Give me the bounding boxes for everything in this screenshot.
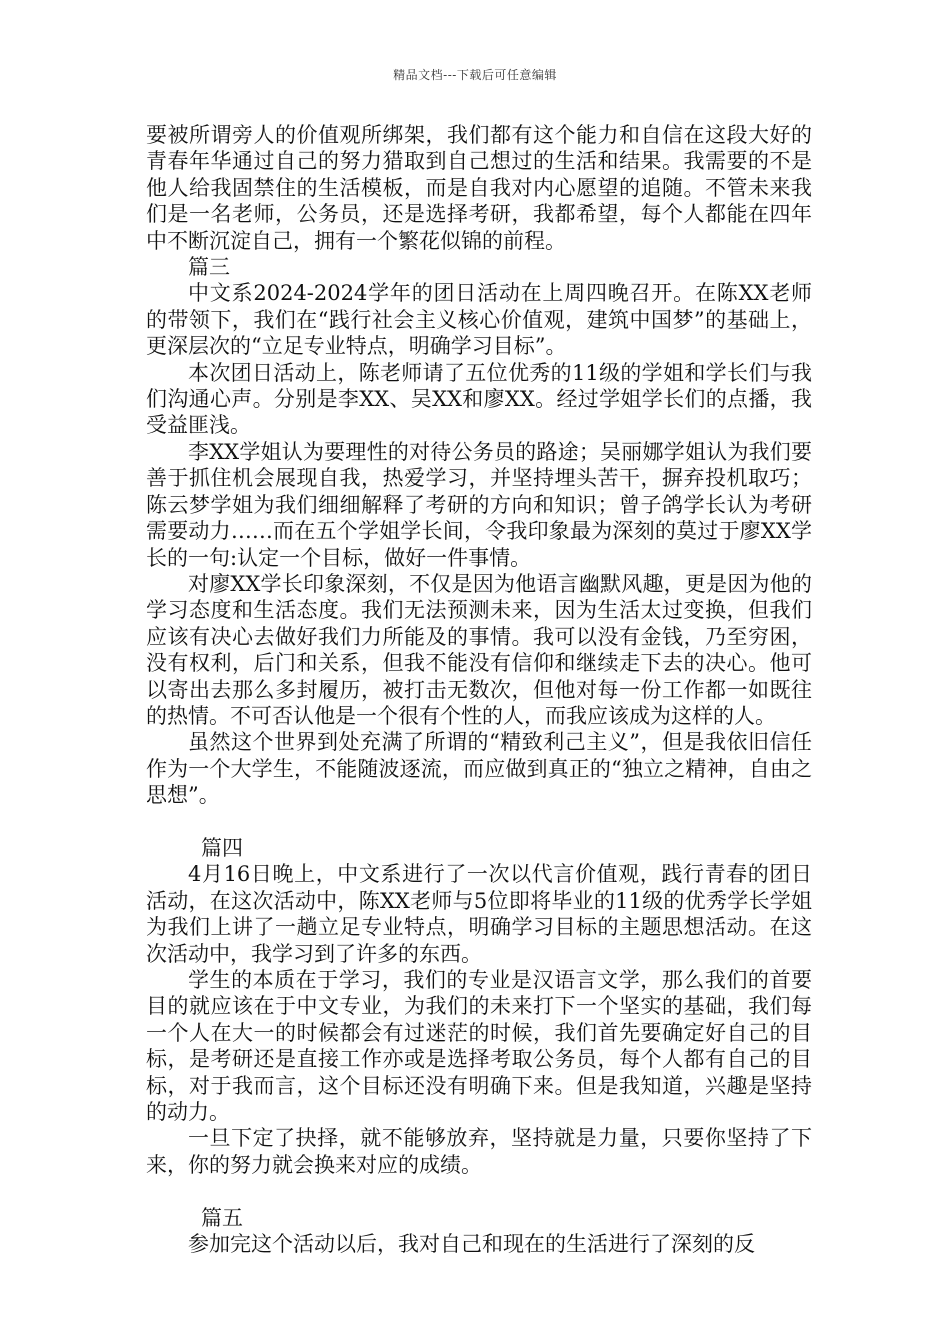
paragraph: 参加完这个活动以后，我对自己和现在的生活进行了深刻的反 — [188, 1232, 755, 1257]
paragraph: 学生的本质在于学习，我们的专业是汉语言文学，那么我们的首要目的就应该在于中文专业，为我们的未来打下一个坚实的基础，我们每一个人在大一的时候都会有过迷茫的时候，我们首先要确定好自己的目标，是考研还是直接工作亦或是选择考取公务员，每个人都有自己的目标，对于我而言，这个目标还没有明确下来。但是我知道，兴趣是坚持的动力。 — [146, 967, 812, 1125]
page-header: 精品文档---下载后可任意编辑 — [393, 68, 557, 82]
paragraph-continued: 要被所谓旁人的价值观所绑架，我们都有这个能力和自信在这段大好的青春年华通过自己的努力猎取到自己想过的生活和结果。我需要的不是他人给我固禁住的生活模板，而是自我对内心愿望的追随。不管未来我们是一名老师，公务员，还是选择考研，我都希望，每个人都能在四年中不断沉淀自己，拥有一个繁花似锦的前程。 — [146, 123, 812, 253]
section-heading-4: 篇四 — [201, 835, 243, 860]
paragraph: 本次团日活动上，陈老师请了五位优秀的11级的学姐和学长们与我们沟通心声。分别是李XX、吴XX和廖XX。经过学姐学长们的点播，我受益匪浅。 — [146, 360, 812, 438]
section-heading-3: 篇三 — [188, 255, 230, 280]
paragraph: 中文系2024-2024学年的团日活动在上周四晚召开。在陈XX老师的带领下，我们在“践行社会主义核心价值观，建筑中国梦”的基础上，更深层次的“立足专业特点，明确学习目标”。 — [146, 281, 812, 359]
section-heading-5: 篇五 — [201, 1205, 243, 1230]
document-body — [146, 122, 812, 1257]
paragraph: 一旦下定了抉择，就不能够放弃，坚持就是力量，只要你坚持了下来，你的努力就会换来对应的成绩。 — [146, 1126, 812, 1177]
paragraph: 李XX学姐认为要理性的对待公务员的路途；吴丽娜学姐认为我们要善于抓住机会展现自我，热爱学习，并坚持埋头苦干，摒弃投机取巧；陈云梦学姐为我们细细解释了考研的方向和知识；曾子鸽学长认为考研需要动力……而在五个学姐学长间，令我印象最为深刻的莫过于廖XX学长的一句:认定一个目标，做好一件事情。 — [146, 439, 812, 570]
paragraph: 4月16日晚上，中文系进行了一次以代言价值观，践行青春的团日活动，在这次活动中，陈XX老师与5位即将毕业的11级的优秀学长学姐为我们上讲了一趟立足专业特点，明确学习目标的主题思想活动。在这次活动中，我学习到了许多的东西。 — [146, 862, 812, 966]
paragraph: 对廖XX学长印象深刻，不仅是因为他语言幽默风趣，更是因为他的学习态度和生活态度。我们无法预测未来，因为生活太过变换，但我们应该有决心去做好我们力所能及的事情。我可以没有金钱，乃至穷困，没有权利，后门和关系，但我不能没有信仰和继续走下去的决心。他可以寄出去那么多封履历，被打击无数次，但他对每一份工作都一如既往的热情。不可否认他是一个很有个性的人，而我应该成为这样的人。 — [146, 571, 812, 728]
paragraph: 虽然这个世界到处充满了所谓的“精致利己主义”，但是我依旧信任作为一个大学生，不能随波逐流，而应做到真正的“独立之精神，自由之思想”。 — [146, 730, 812, 808]
